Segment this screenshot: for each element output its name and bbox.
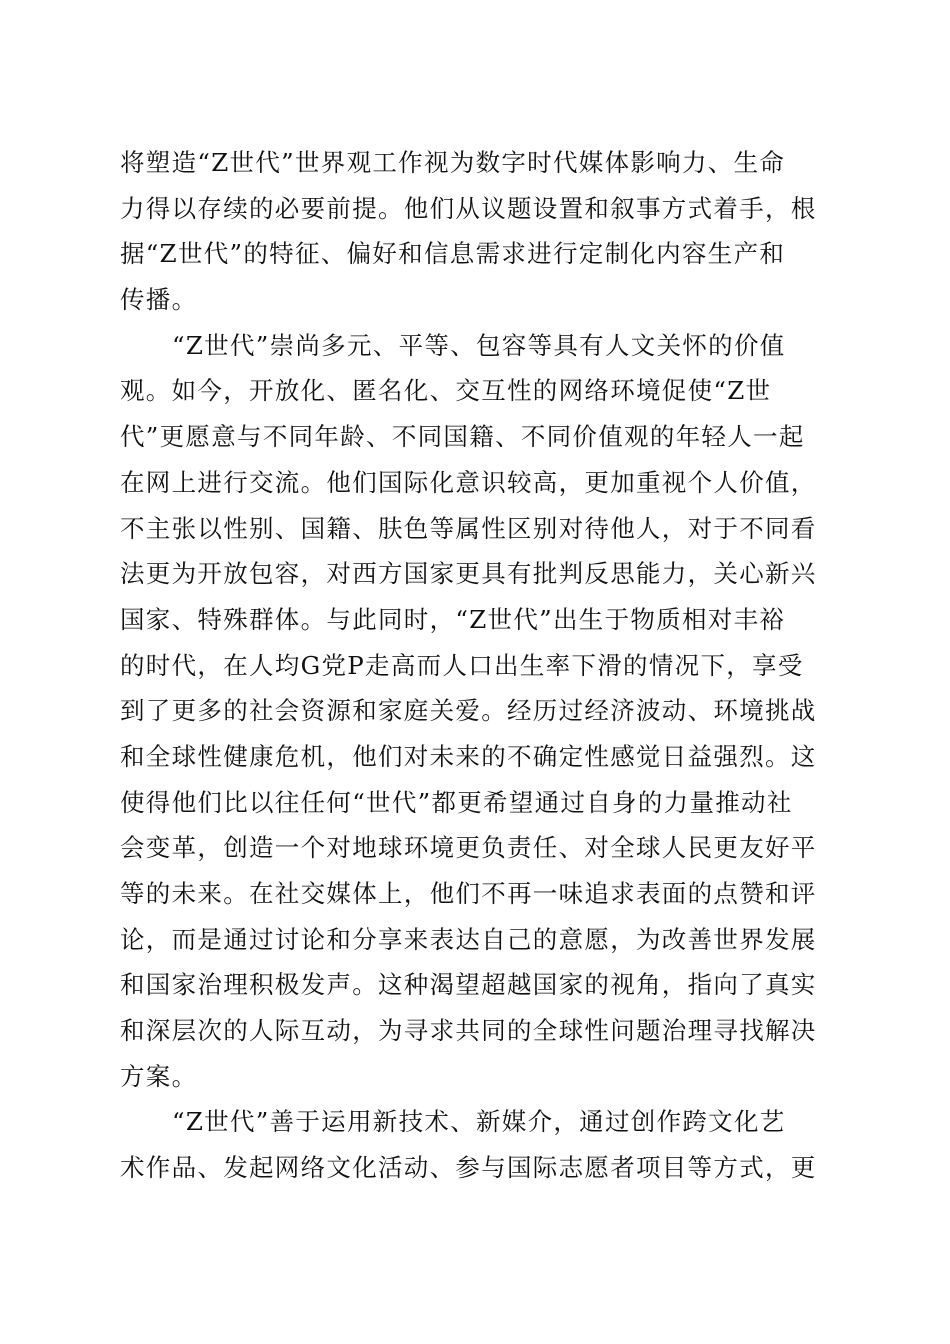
- text-line: 的时代，在人均G党P走高而人口出生率下滑的情况下，享受: [120, 650, 804, 680]
- text-line: 法更为开放包容，对西方国家更具有批判反思能力，关心新兴: [120, 559, 817, 589]
- text-line: 和深层次的人际互动，为寻求共同的全球性问题治理寻找解决: [120, 1016, 817, 1046]
- text-line: 不主张以性别、国籍、肤色等属性区别对待他人，对于不同看: [120, 513, 817, 543]
- text-line: 和国家治理积极发声。这种渴望超越国家的视角，指向了真实: [120, 970, 817, 1000]
- text-line: 力得以存续的必要前提。他们从议题设置和叙事方式着手，根: [120, 193, 817, 223]
- text-line: 和全球性健康危机，他们对未来的不确定性感觉日益强烈。这: [120, 741, 817, 771]
- text-line: 术作品、发起网络文化活动、参与国际志愿者项目等方式，更: [120, 1153, 817, 1183]
- text-line: “Z世代”崇尚多元、平等、包容等具有人文关怀的价值: [172, 330, 786, 360]
- body-text: [120, 140, 832, 1191]
- paragraph-3: [120, 1099, 832, 1190]
- text-line: “Z世代”善于运用新技术、新媒介，通过创作跨文化艺: [172, 1107, 786, 1137]
- text-line: 到了更多的社会资源和家庭关爱。经历过经济波动、环境挑战: [120, 696, 817, 726]
- text-line: 使得他们比以往任何“世代”都更希望通过自身的力量推动社: [120, 787, 793, 817]
- text-line: 方案。: [120, 1061, 198, 1091]
- text-line: 据“Z世代”的特征、偏好和信息需求进行定制化内容生产和: [120, 239, 786, 269]
- paragraph-1: [120, 140, 832, 323]
- text-line: 国家、特殊群体。与此同时，“Z世代”出生于物质相对丰裕: [120, 604, 786, 634]
- paragraph-2: [120, 323, 832, 1100]
- text-line: 传播。: [120, 285, 198, 315]
- text-line: 会变革，创造一个对地球环境更负责任、对全球人民更友好平: [120, 833, 817, 863]
- text-line: 代”更愿意与不同年龄、不同国籍、不同价值观的年轻人一起: [120, 422, 805, 452]
- text-line: 在网上进行交流。他们国际化意识较高，更加重视个人价值，: [120, 467, 817, 497]
- text-line: 将塑造“Z世代”世界观工作视为数字时代媒体影响力、生命: [120, 148, 786, 177]
- text-line: 论，而是通过讨论和分享来表达自己的意愿，为改善世界发展: [120, 924, 817, 954]
- text-line: 观。如今，开放化、匿名化、交互性的网络环境促使“Z世: [120, 376, 772, 406]
- text-line: 等的未来。在社交媒体上，他们不再一味追求表面的点赞和评: [120, 879, 817, 908]
